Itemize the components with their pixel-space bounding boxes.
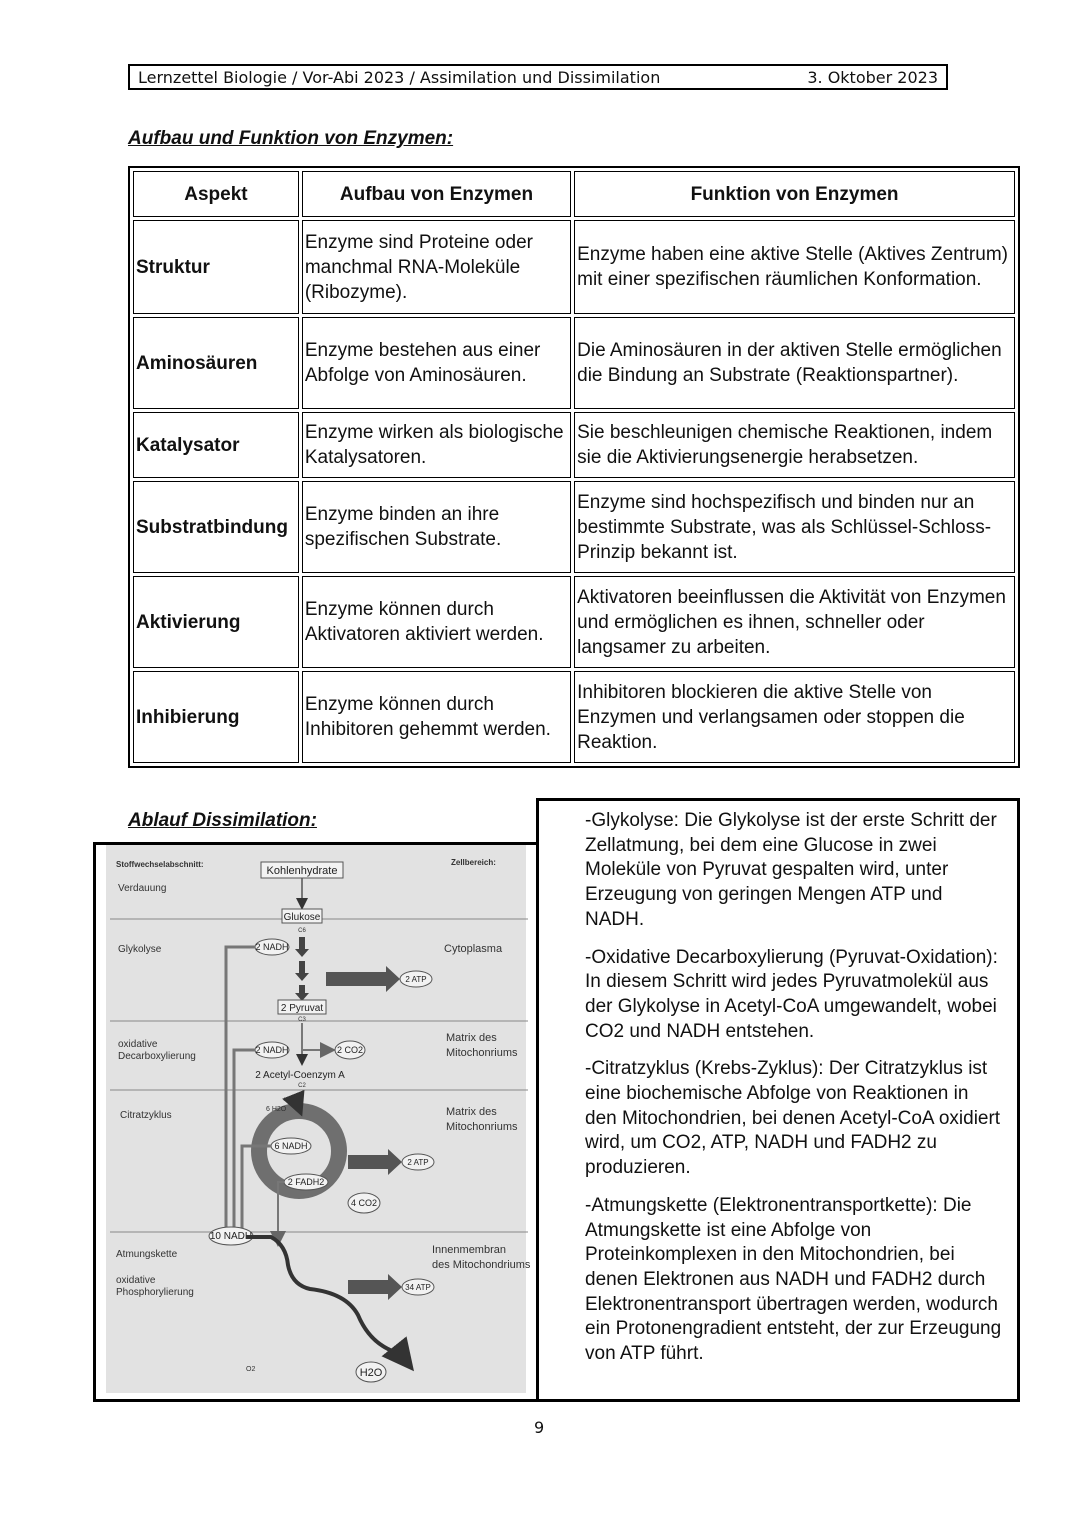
funktion-cell: Sie beschleunigen chemische Reaktionen, indem sie die Aktivierungsenergie herabsetzen. bbox=[574, 412, 1015, 478]
glukose-carbon: C6 bbox=[298, 928, 306, 934]
acetyl-carbon: C2 bbox=[298, 1083, 306, 1089]
aufbau-cell: Enzyme binden an ihre spezifischen Substrate. bbox=[302, 481, 571, 573]
acetyl-coa-label: 2 Acetyl-Coenzym A bbox=[255, 1070, 345, 1081]
column-header: Funktion von Enzymen bbox=[574, 171, 1015, 217]
pyruvat-label: 2 Pyruvat bbox=[280, 1003, 324, 1014]
atp-arrow bbox=[348, 1274, 402, 1300]
arrow-down bbox=[295, 937, 309, 957]
column-header: Aufbau von Enzymen bbox=[302, 171, 571, 217]
label-matrix-2b: Mitochonriums bbox=[446, 1121, 518, 1133]
aspect-cell: Aktivierung bbox=[133, 576, 299, 668]
text-oxidative-decarboxylierung: -Oxidative Decarboxylierung (Pyruvat-Oxidation): In diesem Schritt wird jedes Pyruvatmolekül aus der Glykolyse in Acetyl-CoA umgewandelt, wobei CO2 und NADH entstehen. bbox=[585, 946, 998, 1042]
aspect-cell: Struktur bbox=[133, 220, 299, 314]
electron-transport-path bbox=[246, 1237, 409, 1365]
glukose-label: Glukose bbox=[283, 912, 321, 923]
text-glykolyse: -Glykolyse: Die Glykolyse ist der erste Schritt der Zellatmung, bei dem eine Glucose in zwei Moleküle von Pyruvat gespalten wird, unter Erzeugung von geringen Mengen ATP und NADH. bbox=[585, 810, 997, 930]
nadh-total: 10 NADH bbox=[209, 1231, 253, 1242]
nadh-oxdec: 2 NADH bbox=[255, 1045, 289, 1055]
label-matrix-1a: Matrix des bbox=[446, 1032, 497, 1044]
text-atmungskette: -Atmungskette (Elektronentransportkette): Die Atmungskette ist eine Abfolge von Proteinkomplexen in den Mitochondrien, bei denen Elektronen aus NADH und FADH2 durch Elektronentransport übertragen werden, wodurch ein Protonengradient entsteht, der zur Erzeugung von ATP führt. bbox=[585, 1194, 1002, 1365]
pyruvat-carbon: C3 bbox=[298, 1017, 306, 1023]
funktion-cell: Die Aminosäuren in der aktiven Stelle ermöglichen die Bindung an Substrate (Reaktionspartner). bbox=[574, 317, 1015, 409]
page-header bbox=[128, 64, 948, 90]
right-column-header: Zellbereich: bbox=[451, 858, 496, 867]
left-column-header: Stoffwechselabschnitt: bbox=[116, 860, 204, 869]
funktion-cell: Enzyme haben eine aktive Stelle (Aktives Zentrum) mit einer spezifischen räumlichen Konformation. bbox=[574, 220, 1015, 314]
table-row bbox=[133, 576, 1015, 668]
label-oxdec-1: oxidative bbox=[118, 1039, 158, 1050]
kohlenhydrate-label: Kohlenhydrate bbox=[266, 865, 338, 877]
aspect-cell: Substratbindung bbox=[133, 481, 299, 573]
label-oxphos-1: oxidative bbox=[116, 1275, 156, 1286]
label-oxdec-2: Decarboxylierung bbox=[118, 1051, 196, 1062]
aufbau-cell: Enzyme können durch Aktivatoren aktiviert werden. bbox=[302, 576, 571, 668]
column-header: Aspekt bbox=[133, 171, 299, 217]
section-title-enzymes: Aufbau und Funktion von Enzymen: bbox=[128, 128, 454, 149]
header-date: 3. Oktober 2023 bbox=[807, 67, 938, 87]
label-matrix-2a: Matrix des bbox=[446, 1106, 497, 1118]
page-number: 9 bbox=[534, 1418, 545, 1437]
co2-oxdec: 2 CO2 bbox=[336, 1045, 364, 1055]
dissimilation-textbox bbox=[536, 798, 1020, 1402]
label-innenmembran-2: des Mitochondriums bbox=[432, 1259, 531, 1271]
funktion-cell: Enzyme sind hochspezifisch und binden nur an bestimmte Substrate, was als Schlüssel-Schloss-Prinzip bekannt ist. bbox=[574, 481, 1015, 573]
table-row bbox=[133, 412, 1015, 478]
label-citratzyklus: Citratzyklus bbox=[120, 1110, 172, 1121]
atp-arrow bbox=[348, 1149, 402, 1175]
fadh2-citrat: 2 FADH2 bbox=[287, 1177, 325, 1187]
label-matrix-1b: Mitochonriums bbox=[446, 1047, 518, 1059]
arrow-down bbox=[295, 985, 309, 1001]
aufbau-cell: Enzyme wirken als biologische Katalysatoren. bbox=[302, 412, 571, 478]
nadh-glykolyse: 2 NADH bbox=[255, 942, 289, 952]
aufbau-cell: Enzyme sind Proteine oder manchmal RNA-Moleküle (Ribozyme). bbox=[302, 220, 571, 314]
table-row bbox=[133, 317, 1015, 409]
table-row bbox=[133, 220, 1015, 314]
table-header-row bbox=[133, 171, 1015, 217]
arrow-down bbox=[295, 961, 309, 981]
label-atmungskette: Atmungskette bbox=[116, 1249, 178, 1260]
label-oxphos-2: Phosphorylierung bbox=[116, 1287, 194, 1298]
glykolyse-arrows bbox=[295, 937, 309, 1001]
label-glykolyse: Glykolyse bbox=[118, 944, 162, 955]
aufbau-cell: Enzyme bestehen aus einer Abfolge von Aminosäuren. bbox=[302, 317, 571, 409]
aspect-cell: Inhibierung bbox=[133, 671, 299, 763]
label-verdauung: Verdauung bbox=[118, 883, 167, 894]
table-row bbox=[133, 481, 1015, 573]
section-title-dissimilation: Ablauf Dissimilation: bbox=[128, 810, 317, 831]
nadh-citrat: 6 NADH bbox=[274, 1141, 308, 1151]
text-citratzyklus: -Citratzyklus (Krebs-Zyklus): Der Citratzyklus ist eine biochemische Abfolge von Reaktionen in den Mitochondrien, bei denen Acetyl-CoA oxidiert wird, um CO2, ATP, NADH und FADH2 zu produzieren. bbox=[585, 1058, 1001, 1179]
atp-oxphos: 34 ATP bbox=[405, 1283, 431, 1292]
atp-arrow bbox=[326, 966, 400, 992]
aufbau-cell: Enzyme können durch Inhibitoren gehemmt werden. bbox=[302, 671, 571, 763]
label-innenmembran-1: Innenmembran bbox=[432, 1244, 506, 1256]
aspect-cell: Aminosäuren bbox=[133, 317, 299, 409]
atp-glykolyse: 2 ATP bbox=[405, 975, 427, 984]
nadh-path bbox=[234, 1050, 255, 1231]
dissimilation-diagram bbox=[93, 842, 539, 1402]
atp-citrat: 2 ATP bbox=[407, 1158, 429, 1167]
enzyme-table bbox=[128, 166, 1020, 768]
header-title: Lernzettel Biologie / Vor-Abi 2023 / Assimilation und Dissimilation bbox=[138, 67, 661, 87]
diagram-svg bbox=[96, 845, 536, 1399]
label-cytoplasma: Cytoplasma bbox=[444, 943, 503, 955]
aspect-cell: Katalysator bbox=[133, 412, 299, 478]
h2o-input: 6 H2O bbox=[266, 1106, 287, 1113]
table-row bbox=[133, 671, 1015, 763]
funktion-cell: Aktivatoren beeinflussen die Aktivität von Enzymen und ermöglichen es ihnen, schneller oder langsamer zu arbeiten. bbox=[574, 576, 1015, 668]
co2-citrat: 4 CO2 bbox=[350, 1198, 378, 1208]
o2-input: O2 bbox=[246, 1366, 256, 1373]
h2o-output: H2O bbox=[359, 1367, 383, 1379]
funktion-cell: Inhibitoren blockieren die aktive Stelle von Enzymen und verlangsamen oder stoppen die Reaktion. bbox=[574, 671, 1015, 763]
